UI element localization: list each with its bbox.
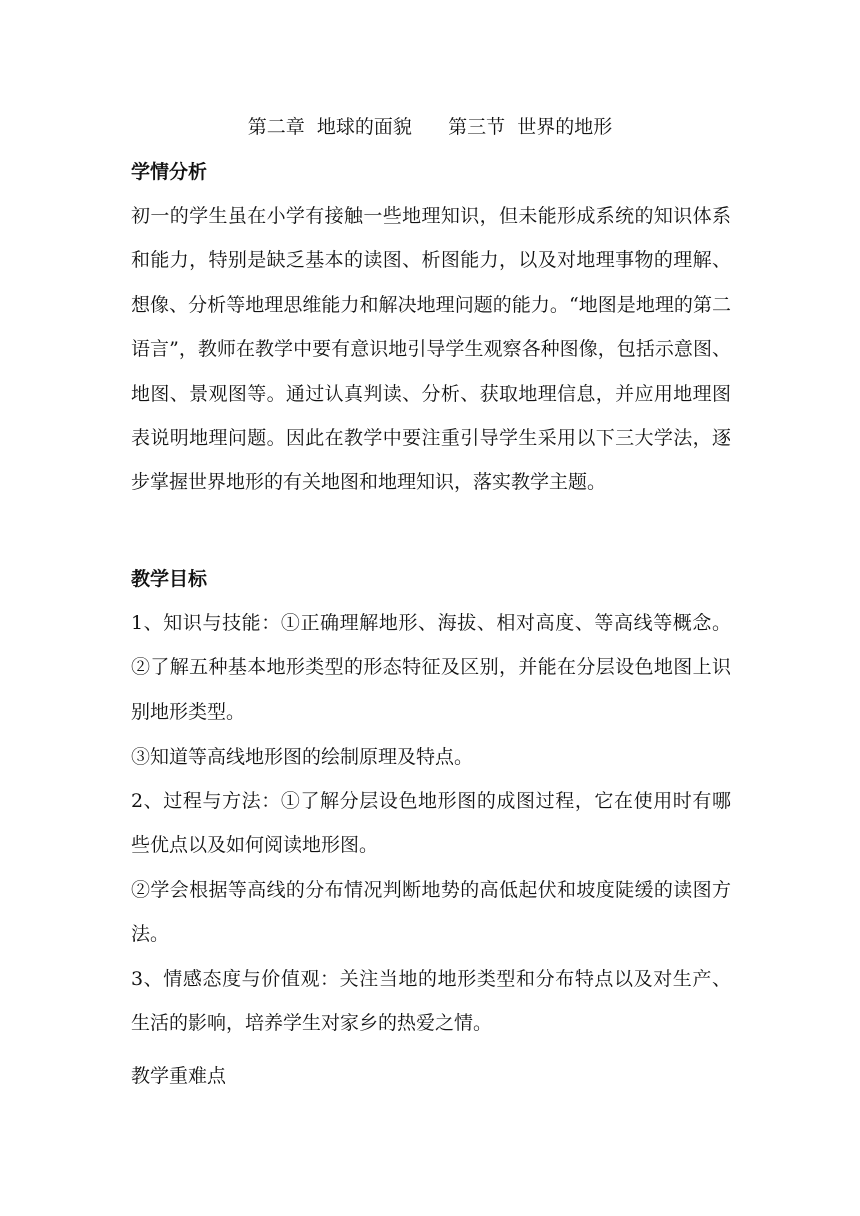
section-heading-learning-analysis: 学情分析 xyxy=(131,161,208,183)
document-title: 第二章 地球的面貌 第三节 世界的地形 xyxy=(247,116,613,138)
section-heading-key-difficulties: 教学重难点 xyxy=(131,1065,227,1087)
learning-analysis-paragraph: 初一的学生虽在小学有接触一些地理知识，但未能形成系统的知识体系和能力，特别是缺乏基本的读图、析图能力，以及对地理事物的理解、想像、分析等地理思维能力和解决地理问题的能力。“地图是地理的第二语言”，教师在教学中要有意识地引导学生观察各种图像，包括示意图、地图、景观图等。通过认真判读、分析、获取地理信息，并应用地理图表说明地理问题。因此在教学中要注重引导学生采用以下三大学法，逐步掌握世界地形的有关地图和地理知识，落实教学主题。 xyxy=(131,205,731,494)
goal-item-knowledge-skills-3: ③知道等高线地形图的绘制原理及特点。 xyxy=(131,746,474,768)
section-heading-teaching-goals: 教学目标 xyxy=(131,568,208,590)
goal-item-process-method-2: ②学会根据等高线的分布情况判断地势的高低起伏和坡度陡缓的读图方法。 xyxy=(131,879,731,946)
goal-item-emotion-values: 3、情感态度与价值观：关注当地的地形类型和分布特点以及对生产、生活的影响，培养学生对家乡的热爱之情。 xyxy=(131,968,731,1035)
goal-item-process-method: 2、过程与方法：①了解分层设色地形图的成图过程，它在使用时有哪些优点以及如何阅读地形图。 xyxy=(131,790,731,857)
goal-item-knowledge-skills: 1、知识与技能：①正确理解地形、海拔、相对高度、等高线等概念。②了解五种基本地形类型的形态特征及区别，并能在分层设色地图上识别地形类型。 xyxy=(131,612,731,723)
